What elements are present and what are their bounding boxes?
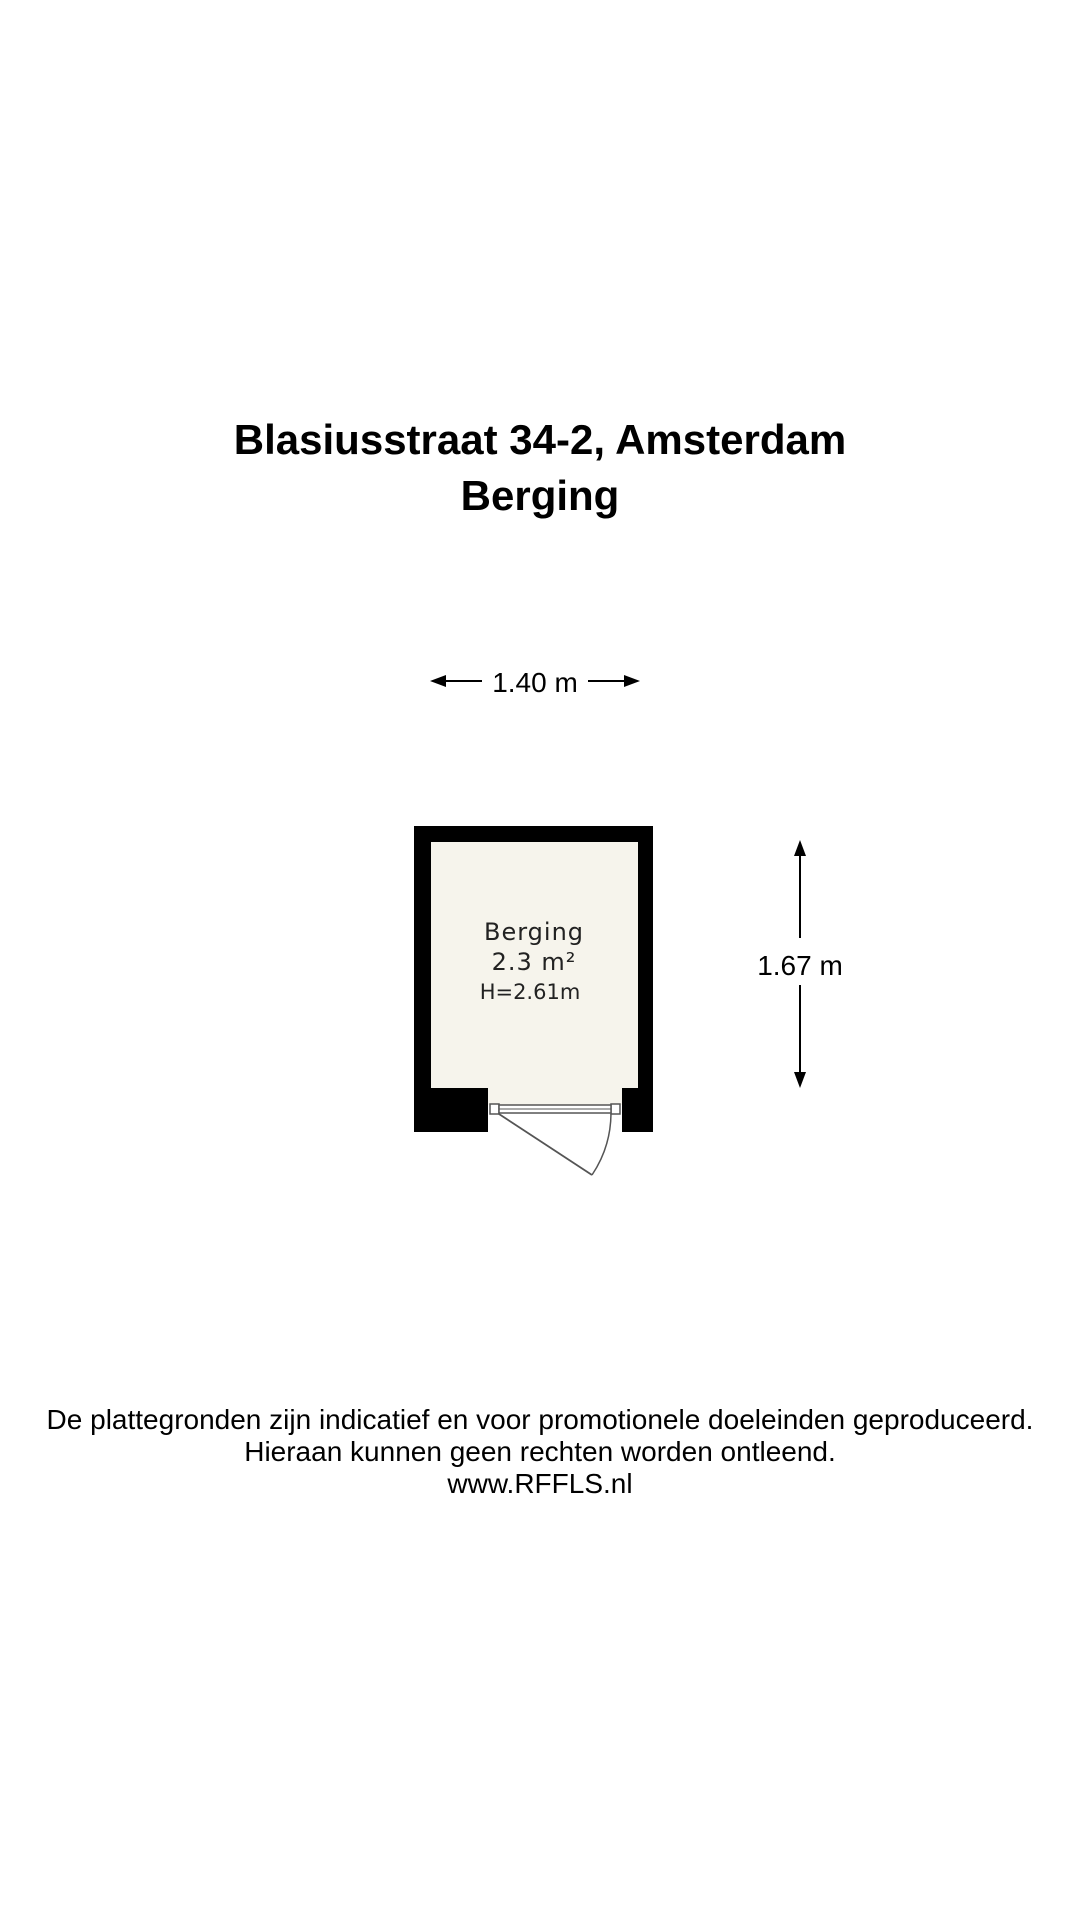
height-dimension-label: 1.67 m [757,950,843,981]
room-area: 2.3 m² [491,948,577,976]
page-title: Blasiusstraat 34-2, Amsterdam [233,416,847,463]
room-ceiling-height: H=2.61m [479,980,581,1004]
room-label-group [480,918,584,1004]
floor-name: Berging [460,472,620,519]
disclaimer-line-2: Hieraan kunnen geen rechten worden ontleend. [244,1436,836,1467]
disclaimer-line-1: De plattegronden zijn indicatief en voor promotionele doeleinden geproduceerd. [46,1404,1034,1435]
width-dimension [430,667,640,698]
width-arrow-right [624,675,640,687]
disclaimer [0,1404,1080,1500]
height-arrow-top [794,840,806,856]
width-arrow-left [430,675,446,687]
room-name: Berging [483,918,585,946]
height-arrow-bottom [794,1072,806,1088]
height-dimension [757,840,843,1088]
door-opening-floor [488,1087,622,1105]
website-link[interactable]: www.RFFLS.nl [447,1468,633,1499]
door-jamb-left [490,1104,499,1114]
width-dimension-label: 1.40 m [492,667,578,698]
door-jamb-right [611,1104,620,1114]
